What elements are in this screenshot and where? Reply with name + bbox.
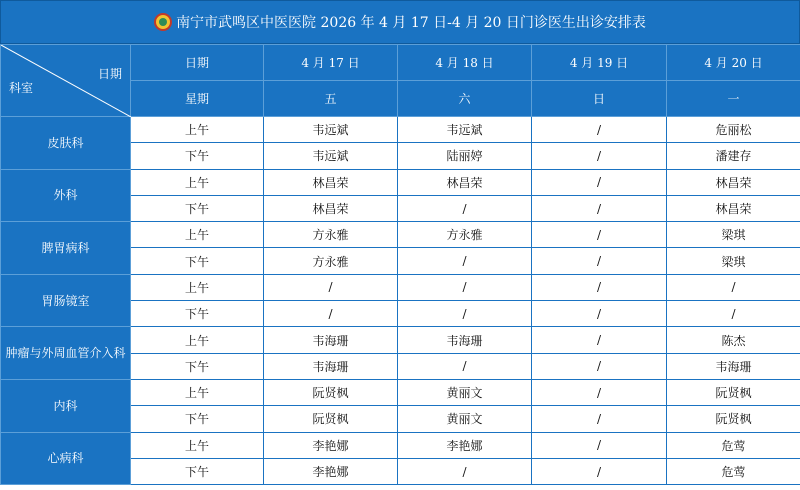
date-header: 4 月 20 日 (667, 45, 800, 81)
table-row (1, 222, 800, 248)
table-row (1, 327, 800, 353)
corner-date-label: 日期 (97, 67, 122, 81)
table-row (1, 117, 800, 143)
weekday-header: 日 (532, 81, 667, 117)
period-cell: 下午 (131, 406, 264, 432)
doctor-cell: 阮贤枫 (264, 406, 398, 432)
doctor-cell: / (532, 458, 667, 484)
doctor-cell: 韦海珊 (264, 353, 398, 379)
doctor-cell: 方永雅 (264, 248, 398, 274)
doctor-cell: / (398, 195, 532, 221)
schedule-table (0, 44, 800, 485)
table-row (1, 379, 800, 405)
period-cell: 下午 (131, 458, 264, 484)
doctor-cell: / (398, 274, 532, 300)
doctor-cell: 韦远斌 (264, 117, 398, 143)
doctor-cell: 危莺 (667, 432, 800, 458)
weekday-row-label: 星期 (131, 81, 264, 117)
doctor-cell: / (667, 301, 800, 327)
doctor-cell: 阮贤枫 (667, 379, 800, 405)
doctor-cell: 韦远斌 (264, 143, 398, 169)
doctor-cell: 梁琪 (667, 248, 800, 274)
department-name: 心病科 (1, 432, 131, 485)
period-cell: 下午 (131, 143, 264, 169)
corner-header (1, 45, 131, 117)
doctor-cell: / (398, 458, 532, 484)
doctor-cell: / (264, 274, 398, 300)
period-cell: 上午 (131, 327, 264, 353)
doctor-cell: 李艳娜 (398, 432, 532, 458)
doctor-cell: 阮贤枫 (667, 406, 800, 432)
period-cell: 上午 (131, 432, 264, 458)
table-row (1, 169, 800, 195)
doctor-cell: 韦海珊 (398, 327, 532, 353)
table-row (1, 274, 800, 300)
doctor-cell: 李艳娜 (264, 458, 398, 484)
period-cell: 上午 (131, 222, 264, 248)
doctor-cell: 方永雅 (398, 222, 532, 248)
department-name: 内科 (1, 379, 131, 432)
doctor-cell: 潘建存 (667, 143, 800, 169)
doctor-cell: / (532, 353, 667, 379)
doctor-cell: 林昌荣 (264, 169, 398, 195)
schedule-body (1, 117, 800, 485)
department-name: 胃肠镜室 (1, 274, 131, 327)
period-cell: 上午 (131, 274, 264, 300)
doctor-cell: / (532, 169, 667, 195)
doctor-cell: / (532, 117, 667, 143)
doctor-cell: 韦海珊 (667, 353, 800, 379)
department-name: 脾胃病科 (1, 222, 131, 275)
doctor-cell: 韦远斌 (398, 117, 532, 143)
page-title: 南宁市武鸣区中医医院 2026 年 4 月 17 日-4 月 20 日门诊医生出诊安排表 (176, 15, 646, 31)
doctor-cell: 林昌荣 (667, 195, 800, 221)
corner-dept-label: 科室 (9, 81, 34, 95)
date-header: 4 月 18 日 (398, 45, 532, 81)
weekday-header: 五 (264, 81, 398, 117)
doctor-cell: 阮贤枫 (264, 379, 398, 405)
period-cell: 上午 (131, 379, 264, 405)
doctor-cell: / (264, 301, 398, 327)
doctor-cell: 林昌荣 (264, 195, 398, 221)
doctor-cell: 陆丽婷 (398, 143, 532, 169)
period-cell: 下午 (131, 353, 264, 379)
doctor-cell: / (532, 222, 667, 248)
doctor-cell: / (532, 143, 667, 169)
weekday-header: 一 (667, 81, 800, 117)
doctor-cell: / (532, 379, 667, 405)
doctor-cell: 危莺 (667, 458, 800, 484)
period-cell: 上午 (131, 169, 264, 195)
doctor-cell: / (532, 327, 667, 353)
doctor-cell: / (398, 301, 532, 327)
doctor-cell: / (532, 432, 667, 458)
department-name: 肿瘤与外周血管介入科 (1, 327, 131, 380)
doctor-cell: 陈杰 (667, 327, 800, 353)
doctor-cell: / (532, 274, 667, 300)
doctor-cell: 韦海珊 (264, 327, 398, 353)
date-row-label: 日期 (131, 45, 264, 81)
doctor-cell: 危丽松 (667, 117, 800, 143)
doctor-cell: 黄丽文 (398, 406, 532, 432)
doctor-cell: / (667, 274, 800, 300)
title-bar (0, 0, 800, 44)
period-cell: 上午 (131, 117, 264, 143)
doctor-cell: / (532, 406, 667, 432)
period-cell: 下午 (131, 248, 264, 274)
doctor-cell: 方永雅 (264, 222, 398, 248)
doctor-cell: 李艳娜 (264, 432, 398, 458)
weekday-header: 六 (398, 81, 532, 117)
hospital-logo-icon (154, 13, 172, 31)
date-header: 4 月 19 日 (532, 45, 667, 81)
doctor-cell: 林昌荣 (398, 169, 532, 195)
doctor-cell: / (532, 301, 667, 327)
doctor-cell: 黄丽文 (398, 379, 532, 405)
department-name: 外科 (1, 169, 131, 222)
doctor-cell: / (398, 248, 532, 274)
department-name: 皮肤科 (1, 117, 131, 170)
doctor-cell: / (532, 248, 667, 274)
doctor-cell: / (398, 353, 532, 379)
table-row (1, 432, 800, 458)
doctor-cell: / (532, 195, 667, 221)
period-cell: 下午 (131, 301, 264, 327)
doctor-cell: 梁琪 (667, 222, 800, 248)
doctor-cell: 林昌荣 (667, 169, 800, 195)
period-cell: 下午 (131, 195, 264, 221)
date-header: 4 月 17 日 (264, 45, 398, 81)
